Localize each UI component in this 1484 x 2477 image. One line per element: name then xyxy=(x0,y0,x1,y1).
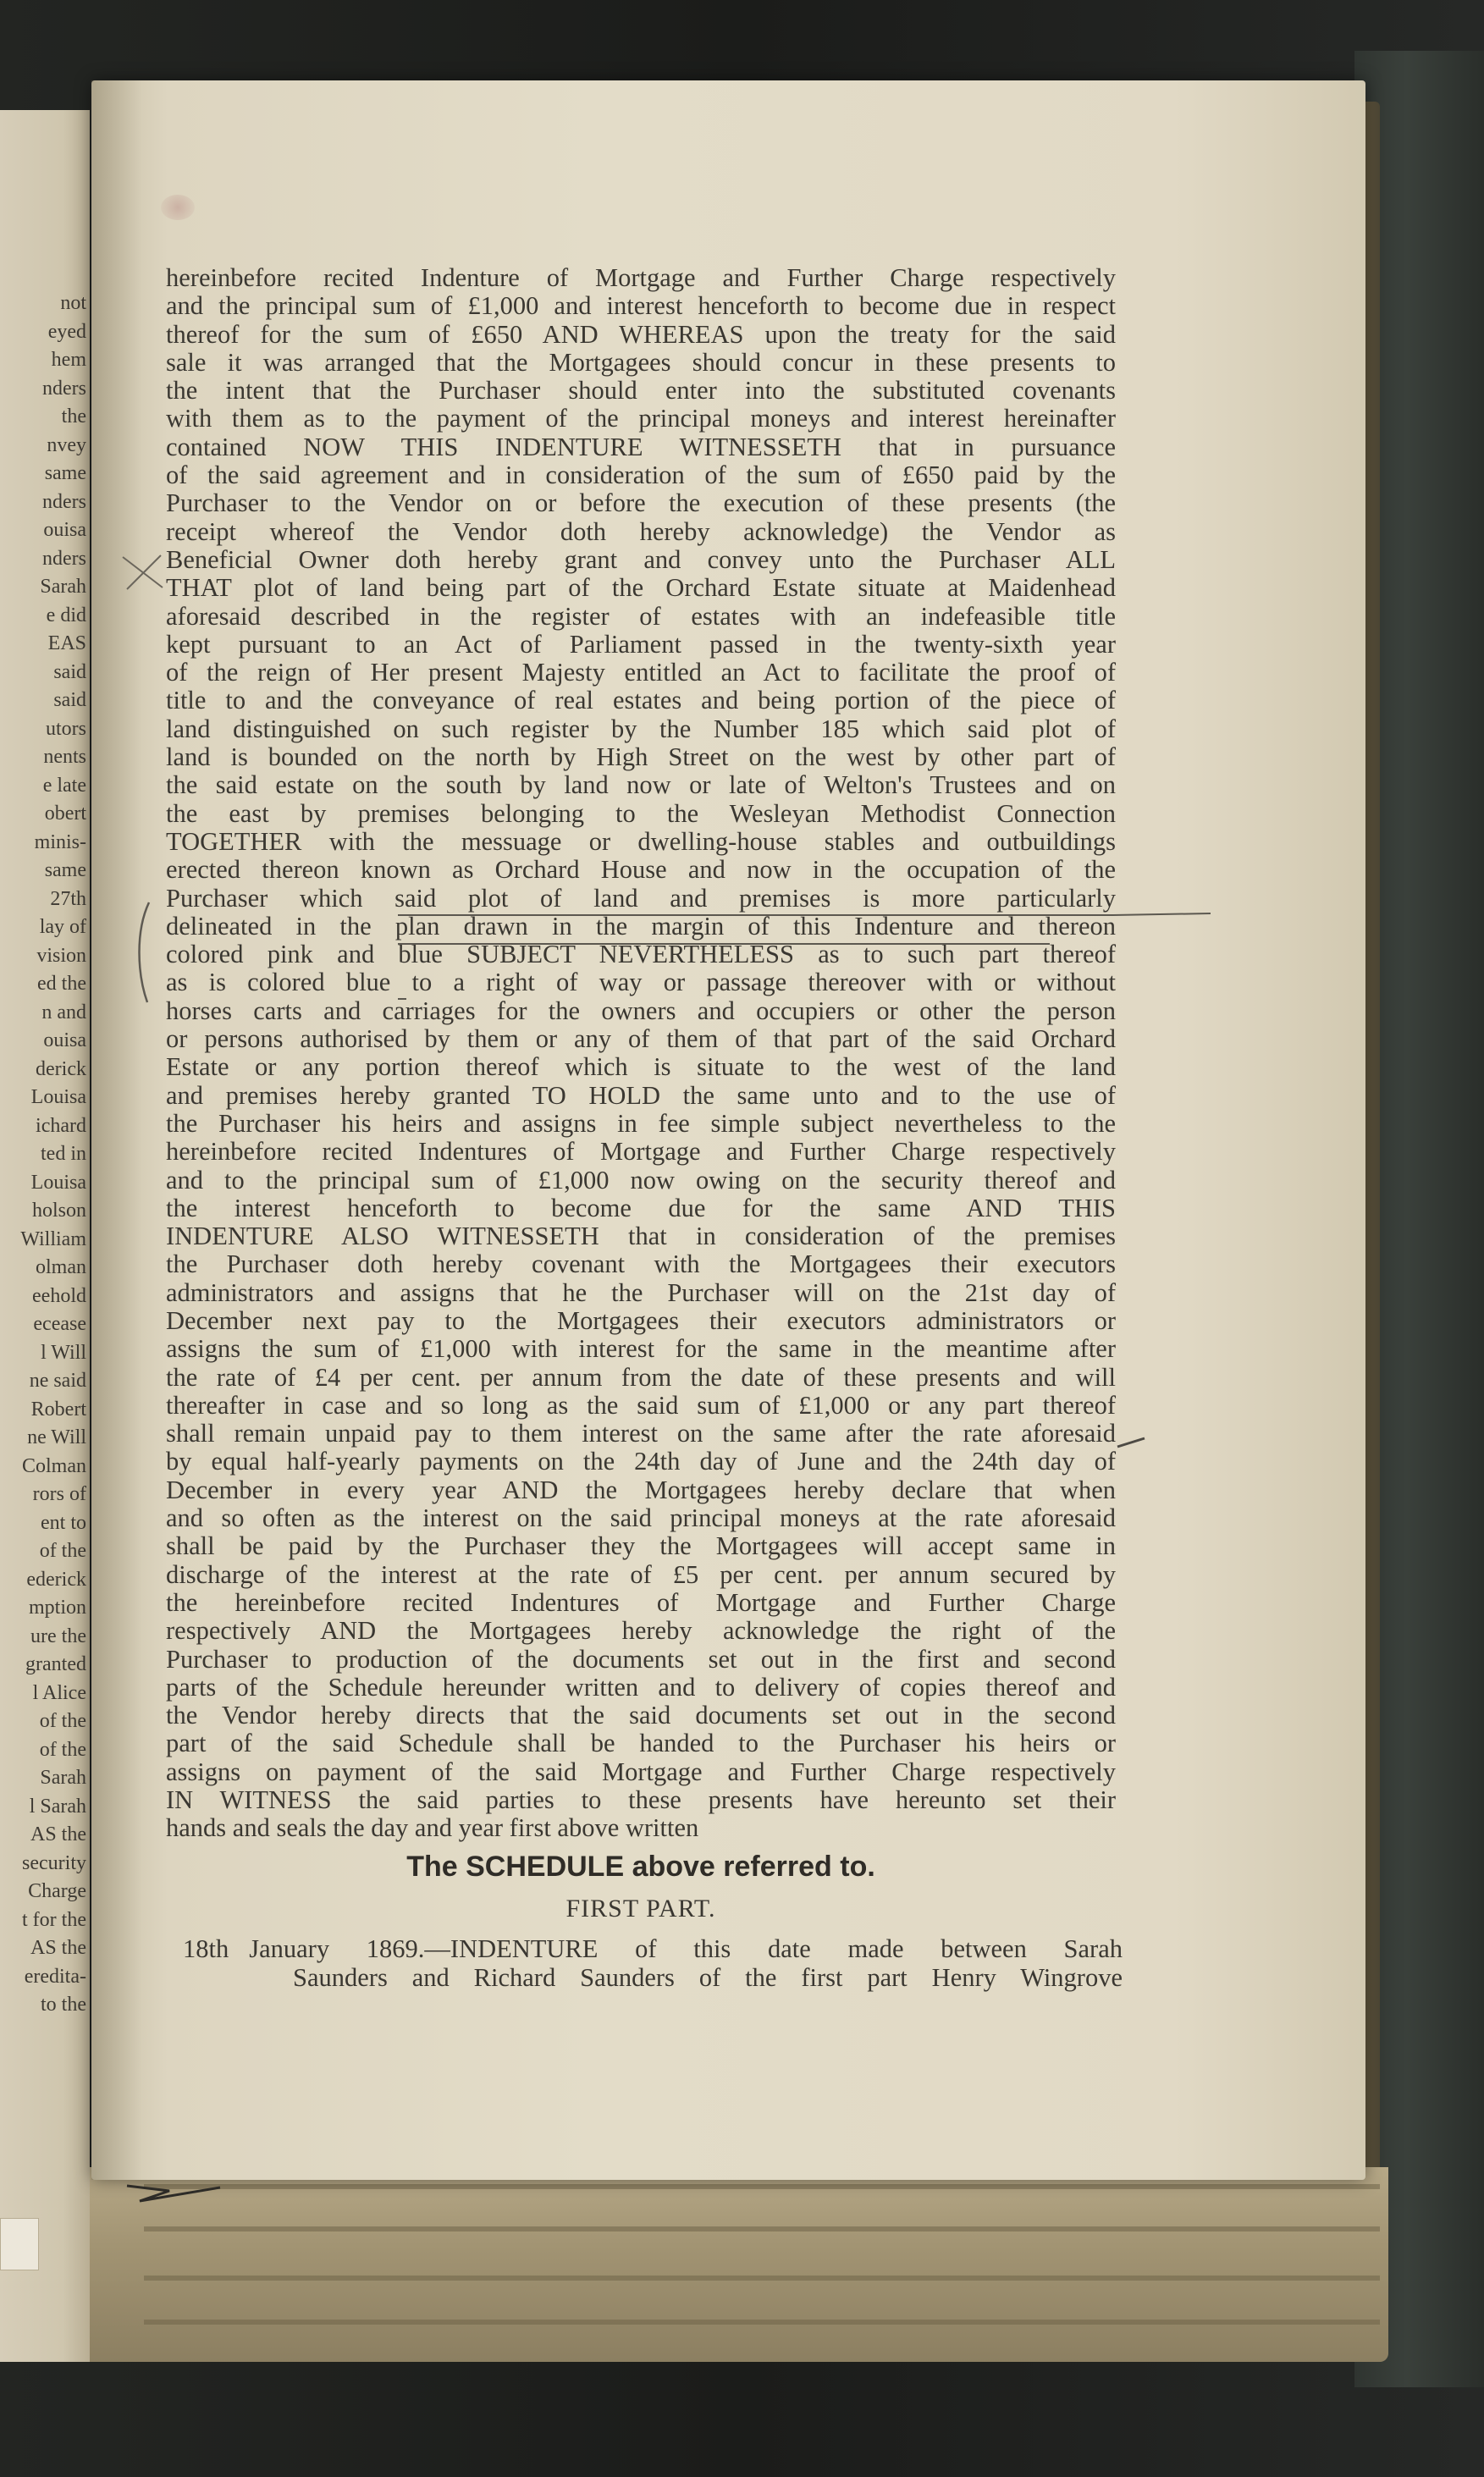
left-page-text-fragment: 27th xyxy=(50,887,86,910)
body-text-line: the Purchaser doth hereby covenant with the Mortgagees their executors xyxy=(166,1250,1116,1279)
body-text-line: delineated in the plan drawn in the margin of this Indenture and thereon xyxy=(166,911,1116,941)
left-page-text-fragment: AS the xyxy=(30,1937,86,1959)
left-page-text-fragment: olman xyxy=(36,1256,86,1278)
body-text-line: hands and seals the day and year first above written xyxy=(166,1813,699,1843)
body-text-line: land is bounded on the north by High Street on the west by other part of xyxy=(166,742,1116,772)
body-text-line: administrators and assigns that he the Purchaser will on the 21st day of xyxy=(166,1277,1116,1307)
body-text-line: with them as to the payment of the principal moneys and interest hereinafter xyxy=(166,404,1116,433)
page-tab xyxy=(0,2218,39,2270)
body-text-line: horses carts and carriages for the owners and occupiers or other the person xyxy=(166,996,1116,1025)
left-page-text-fragment: granted xyxy=(25,1653,86,1675)
left-page-text-fragment: nders xyxy=(42,490,86,513)
body-text-line: receipt whereof the Vendor doth hereby acknowledge) the Vendor as xyxy=(166,516,1116,546)
body-text-line: shall be paid by the Purchaser they the Mortgagees will accept same in xyxy=(166,1531,1116,1561)
body-text-line: the rate of £4 per cent. per annum from the date of these presents and will xyxy=(166,1362,1116,1392)
body-text-line: colored pink and blue SUBJECT NEVERTHELESS as to such part thereof xyxy=(166,940,1116,969)
body-text-line: or persons authorised by them or any of them of that part of the said Orchard xyxy=(166,1024,1116,1054)
left-page-text-fragment: ichard xyxy=(36,1114,86,1137)
left-page-text-fragment: utors xyxy=(46,717,86,740)
left-page-text-fragment: nders xyxy=(42,377,86,400)
body-text-line: the east by premises belonging to the Wesleyan Methodist Connection xyxy=(166,798,1116,828)
pencil-bracket-mark-icon xyxy=(127,897,161,1007)
body-text-line: discharge of the interest at the rate of £5 per cent. per annum secured by xyxy=(166,1559,1116,1589)
left-page-text-fragment: eyed xyxy=(47,320,86,343)
body-text-line: thereafter in case and so long as the said sum of £1,000 or any part thereof xyxy=(166,1390,1116,1420)
body-text-line: land distinguished on such register by the Number 185 which said plot of xyxy=(166,714,1116,743)
left-page-text-fragment: e late xyxy=(42,774,86,797)
left-page-text-fragment: hem xyxy=(51,349,86,371)
body-text-line: by equal half-yearly payments on the 24th day of June and the 24th day of xyxy=(166,1447,1116,1476)
body-text-line: respectively AND the Mortgagees hereby acknowledge the right of the xyxy=(166,1616,1116,1646)
left-page-text-fragment: ne Will xyxy=(27,1426,86,1448)
body-text-line: Beneficial Owner doth hereby grant and convey unto the Purchaser ALL xyxy=(166,544,1116,574)
stack-divider xyxy=(144,2276,1380,2281)
schedule-first-part: FIRST PART. xyxy=(565,1895,716,1923)
left-page-text-fragment: n and xyxy=(41,1001,86,1023)
body-text-line: assigns on payment of the said Mortgage and Further Charge respectively xyxy=(166,1757,1116,1786)
body-text-line: the said estate on the south by land now or late of Welton's Trustees and on xyxy=(166,770,1116,800)
left-page-text-fragment: of the xyxy=(39,1738,86,1761)
left-page-text-fragment: l Alice xyxy=(32,1681,86,1704)
left-page-text-fragment: AS the xyxy=(30,1823,86,1845)
body-text-line: THAT plot of land being part of the Orchard Estate situate at Maidenhead xyxy=(166,573,1116,603)
body-text-line: erected thereon known as Orchard House and now in the occupation of the xyxy=(166,855,1116,885)
body-text-line: sale it was arranged that the Mortgagees should concur in these presents to xyxy=(166,347,1116,377)
pencil-underline-marks-icon xyxy=(398,910,1211,1003)
body-text-line: of the reign of Her present Majesty entitled an Act to facilitate the proof of xyxy=(166,658,1116,687)
pencil-scribble-icon xyxy=(119,2182,237,2208)
schedule-entry xyxy=(183,1935,1123,1992)
body-text-line: and the principal sum of £1,000 and interest henceforth to become due in respect xyxy=(166,291,1116,321)
left-page-text-fragment: l Will xyxy=(41,1341,86,1364)
pencil-tick-mark-icon xyxy=(1116,1435,1150,1452)
body-text-line: parts of the Schedule hereunder written and to delivery of copies thereof and xyxy=(166,1672,1116,1702)
stack-divider xyxy=(144,2320,1380,2325)
body-text-line: thereof for the sum of £650 AND WHEREAS upon the treaty for the said xyxy=(166,319,1116,349)
body-text-line: and so often as the interest on the said principal moneys at the rate aforesaid xyxy=(166,1503,1116,1533)
page-stain xyxy=(161,195,195,220)
left-page-text-fragment: Robert xyxy=(30,1398,86,1421)
body-text-line: Estate or any portion thereof which is situate to the west of the land xyxy=(166,1052,1116,1082)
left-page-text-fragment: said xyxy=(53,689,86,711)
left-page-text-fragment: not xyxy=(60,292,86,314)
left-page-text-fragment: of the xyxy=(39,1540,86,1562)
page-stack-bottom xyxy=(68,2167,1388,2362)
left-page-text-fragment: nvey xyxy=(47,433,86,456)
indenture-body-text xyxy=(166,264,1116,1843)
left-page-text-fragment: said xyxy=(53,660,86,683)
left-page-text-fragment: Louisa xyxy=(30,1086,86,1108)
body-text-line: contained NOW THIS INDENTURE WITNESSETH that in pursuance xyxy=(166,432,1116,461)
left-page-text-fragment: e did xyxy=(46,604,86,626)
left-page-text-fragment: ne said xyxy=(29,1370,86,1392)
body-text-line: Purchaser to production of the documents set out in the first and second xyxy=(166,1644,1116,1674)
left-page-text-fragment: eredita- xyxy=(24,1965,86,1988)
left-page-text-fragment: nders xyxy=(42,547,86,570)
body-text-line: assigns the sum of £1,000 with interest for the same in the meantime after xyxy=(166,1334,1116,1364)
body-text-line: part of the said Schedule shall be handed to the Purchaser his heirs or xyxy=(166,1729,1116,1758)
left-page-text-fragment: lay of xyxy=(39,916,86,938)
left-page-text-fragment: Colman xyxy=(22,1454,86,1477)
left-page-text-fragment: same xyxy=(44,859,86,881)
left-page-text-fragment: ecease xyxy=(33,1313,86,1335)
left-page-text-fragment: Louisa xyxy=(30,1171,86,1194)
left-page-text-fragment: William xyxy=(20,1227,86,1250)
body-text-line: TOGETHER with the messuage or dwelling-house stables and outbuildings xyxy=(166,826,1116,856)
left-page-text-fragment: ouisa xyxy=(43,1029,86,1051)
left-page-text-fragment: rors of xyxy=(32,1483,86,1505)
body-text-line: hereinbefore recited Indentures of Mortgage and Further Charge respectively xyxy=(166,1137,1116,1167)
body-text-line: the Purchaser his heirs and assigns in fee simple subject nevertheless to the xyxy=(166,1108,1116,1138)
left-page-text-fragment: ed the xyxy=(37,973,86,995)
left-page-text-fragment: Charge xyxy=(28,1880,86,1902)
left-page-text-fragment: ouisa xyxy=(43,519,86,541)
left-page-text-fragment: l Sarah xyxy=(29,1795,86,1818)
left-facing-page xyxy=(0,110,90,2362)
left-page-text-fragment: obert xyxy=(44,803,86,825)
schedule-entry-line1: January 1869.—INDENTURE of this date made between Sarah xyxy=(249,1934,1123,1963)
body-text-line: and to the principal sum of £1,000 now owing on the security thereof and xyxy=(166,1165,1116,1194)
page-gutter-shadow xyxy=(91,80,142,2180)
body-text-line: the hereinbefore recited Indentures of Mortgage and Further Charge xyxy=(166,1587,1116,1617)
schedule-entry-date: 18th xyxy=(183,1934,229,1963)
left-page-text-fragment: the xyxy=(61,405,86,428)
body-text-line: aforesaid described in the register of estates with an indefeasible title xyxy=(166,601,1116,631)
left-page-text-fragment: eehold xyxy=(32,1284,86,1307)
body-text-line: December next pay to the Mortgagees their executors administrators or xyxy=(166,1305,1116,1335)
left-page-text-fragment: ent to xyxy=(41,1511,86,1534)
stack-divider xyxy=(144,2184,1380,2189)
body-text-line: the intent that the Purchaser should enter into the substituted covenants xyxy=(166,376,1116,405)
left-page-text-fragment: EAS xyxy=(47,632,86,654)
body-text-line: hereinbefore recited Indenture of Mortgage and Further Charge respectively xyxy=(166,263,1116,292)
left-page-text-fragment: derick xyxy=(36,1057,86,1080)
left-page-text-fragment: Sarah xyxy=(40,576,86,598)
body-text-line: the interest henceforth to become due for the same AND THIS xyxy=(166,1193,1116,1222)
left-page-text-fragment: same xyxy=(44,462,86,484)
body-text-line: December in every year AND the Mortgagees hereby declare that when xyxy=(166,1475,1116,1504)
left-page-text-fragment: nents xyxy=(43,746,86,768)
left-page-text-fragment: of the xyxy=(39,1710,86,1732)
left-page-text-fragment: security xyxy=(22,1851,86,1874)
left-page-text-fragment: ederick xyxy=(26,1568,86,1591)
body-text-line: of the said agreement and in consideration of the sum of £650 paid by the xyxy=(166,461,1116,490)
body-text-line: INDENTURE ALSO WITNESSETH that in consideration of the premises xyxy=(166,1222,1116,1251)
left-page-text-fragment: minis- xyxy=(34,830,86,853)
stack-divider xyxy=(144,2226,1380,2232)
left-page-text-fragment: Sarah xyxy=(40,1767,86,1789)
body-text-line: Purchaser to the Vendor on or before the execution of these presents (the xyxy=(166,488,1116,518)
left-page-text-fragment: vision xyxy=(36,944,86,967)
body-text-line: the Vendor hereby directs that the said documents set out in the second xyxy=(166,1701,1116,1730)
left-page-text-fragment: ure the xyxy=(30,1625,86,1647)
left-page-text-fragment: mption xyxy=(28,1597,86,1619)
left-page-text-fragment: holson xyxy=(31,1200,86,1222)
body-text-line: shall remain unpaid pay to them interest on the same after the rate aforesaid xyxy=(166,1419,1116,1448)
schedule-entry-line2: Saunders and Richard Saunders of the first part Henry Wingrove xyxy=(293,1962,1123,1992)
body-text-line: and premises hereby granted TO HOLD the same unto and to the use of xyxy=(166,1080,1116,1110)
body-text-line: title to and the conveyance of real estates and being portion of the piece of xyxy=(166,686,1116,715)
left-page-text-fragment: to the xyxy=(41,1994,86,2016)
pencil-cross-mark-icon xyxy=(119,550,169,593)
left-page-text-fragment: t for the xyxy=(22,1908,86,1931)
body-text-line: kept pursuant to an Act of Parliament passed in the twenty-sixth year xyxy=(166,629,1116,659)
left-page-text-fragment: ted in xyxy=(41,1143,86,1165)
body-text-line: IN WITNESS the said parties to these presents have hereunto set their xyxy=(166,1785,1116,1815)
body-text-line: Purchaser which said plot of land and premises is more particularly xyxy=(166,883,1116,913)
body-text-line: as is colored blue to a right of way or passage thereover with or without xyxy=(166,968,1116,997)
schedule-heading: The SCHEDULE above referred to. xyxy=(406,1851,875,1883)
